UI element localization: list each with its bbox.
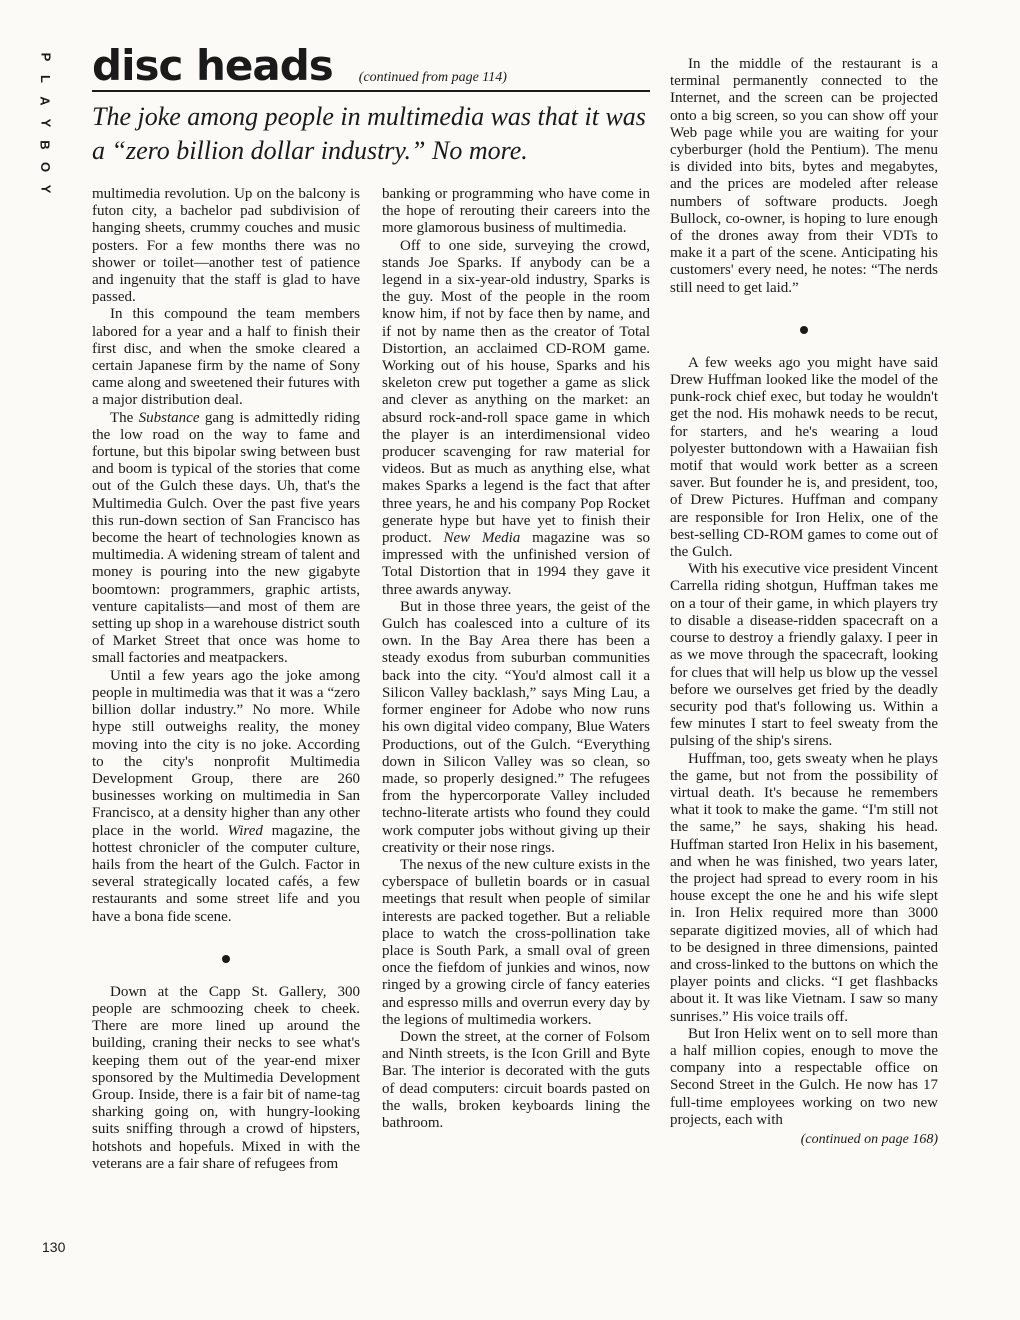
text-run: gang is admittedly riding the low road on the way to fame and fortune, but this bipolar swing between bust and boom is typical of the stories that come out of the Gulch these days. Uh, that's the Multimedia Gulch. Over the past five years this run-down section of San Francisco has become the heart of technologies known as multimedia. A widening stream of talent and money is pouring into the new gigabyte boomtown: programmers, graphic artists, venture capitalists—and most of them are setting up shop in a warehouse district south of Market Street that once was home to small factories and meatpackers. <box>92 409 360 667</box>
continued-on-note: (continued on page 168) <box>800 1131 938 1147</box>
text-run: Off to one side, surveying the crowd, stands Joe Sparks. If anybody can be a legend in a six-year-old industry, Sparks is the guy. Most of the people in the room know him, if not by face then by name, and if not by name then as the creator of Total Distortion, an acclaimed CD-ROM game. Working out of his house, Sparks and his skeleton crew put together a game as slick and clever as anything on the market: an absurd rock-and-roll space game in which the player is an interdimensional video producer scavenging for raw material for videos. But as much as anything else, what makes Sparks a legend is the fact that after three years, he and his company Pop Rocket generate hype but have yet to finish their product. <box>382 237 650 547</box>
paragraph <box>382 238 650 599</box>
section-break-bullet <box>670 319 938 337</box>
text-run: The <box>110 409 139 426</box>
sidebar-letter: A <box>37 96 53 106</box>
paragraph <box>92 410 360 668</box>
sidebar-letter: L <box>37 75 53 83</box>
italic-title: Wired <box>227 822 263 839</box>
department-header <box>92 41 650 92</box>
italic-title: New Media <box>443 530 521 547</box>
text-column-1 <box>92 186 360 1173</box>
paragraph: banking or programming who have come in the hope of rerouting their careers into the more glamorous business of multimedia. <box>382 186 650 237</box>
pull-quote: The joke among people in multimedia was that it was a “zero billion dollar industry.” No more. <box>92 102 646 165</box>
continued-from-note: (continued from page 114) <box>358 70 507 85</box>
magazine-name-vertical <box>30 46 54 200</box>
sidebar-letter: B <box>37 140 53 150</box>
sidebar-letter: Y <box>37 184 53 194</box>
paragraph: Down the street, at the corner of Folsom and Ninth streets, is the Icon Grill and Byte Bar. The interior is decorated with the guts of dead computers: circuit boards pasted on the walls, broken keyboards lining the bathroom. <box>382 1028 650 1131</box>
text-run: magazine, the hottest chronicler of the computer culture, hails from the heart of the Gulch. Factor in several strategically located cafés, a few restaurants and some street life and you have a bona fide scene. <box>92 822 360 925</box>
paragraph: With his executive vice president Vincent Carrella riding shotgun, Huffman takes me on a tour of their game, in which players try to disable a disease-ridden spacecraft on a course to destroy a friendly galaxy. I peer in as we move through the spacecraft, looking for clues that will help us blow up the vessel before we ourselves get fried by the deadly security pod that's following us. Within a few minutes I start to feel sweaty from the pulsing of the ship's sirens. <box>670 561 938 750</box>
paragraph: In this compound the team members labored for a year and a half to finish their first disc, and when the smoke cleared a certain Japanese firm by the name of Sony came along and sweetened their futures with a major distribution deal. <box>92 306 360 409</box>
sidebar-letter: P <box>37 52 53 62</box>
section-break-bullet <box>92 948 360 966</box>
paragraph: Huffman, too, gets sweaty when he plays the game, but not from the possibility of virtual death. It's because he remembers what it took to make the game. “I'm still not the same,” he says, shaking his head. Huffman started Iron Helix in his basement, and when he was finished, two years later, the project had spread to every room in his house except the one he and his wife slept in. Iron Helix required more than 3000 separate digitized movies, all of which had to be designed in three dimensions, painted and cross-linked to the buttons on which the player points and clicks. “I get flashbacks about it. It was like Vietnam. I saw so many sunrises.” His voice trails off. <box>670 750 938 1025</box>
paragraph: The nexus of the new culture exists in the cyberspace of bulletin boards or in casual meetings that result when people of similar interests are packed together. But a reliable place to watch the cross-pollination take place is South Park, a small oval of green once the fiefdom of junkies and winos, now ringed by a growing circle of fancy eateries and espresso mills and overrun every day by the legions of multimedia workers. <box>382 856 650 1028</box>
italic-title: Substance <box>138 409 200 426</box>
sidebar-letter: Y <box>37 118 53 128</box>
text-column-2 <box>382 186 650 1132</box>
paragraph: But in those three years, the geist of the Gulch has coalesced into a culture of its own. In the Bay Area there has been a steady exodus from suburban communities back into the city. “You'd almost call it a Silicon Valley backlash,” says Ming Lau, a former engineer for Adobe who now runs his own digital video company, Blue Waters Productions, out of the Gulch. “Everything down in Silicon Valley was so clean, so made, so properly designed.” The refugees from the hypercorporate Valley included techno-literate artists who found they could work computer jobs without giving up their creativity or their nose rings. <box>382 598 650 856</box>
page-number: 130 <box>42 1239 66 1255</box>
paragraph: But Iron Helix went on to sell more than a half million copies, enough to move the company into a respectable office on Second Street in the Gulch. He now has 17 full-time employees working on two new projects, each with <box>670 1025 938 1128</box>
text-run: magazine was so impressed with the unfinished version of Total Distortion that in 1994 they gave it three awards anyway. <box>382 530 650 598</box>
paragraph <box>92 668 360 926</box>
paragraph: In the middle of the restaurant is a terminal permanently connected to the Internet, and the screen can be projected onto a big screen, so you can show off your Web page while you are waiting for your cyberburger (hold the Pentium). The menu is divided into bits, bytes and megabytes, and the prices are modeled after release numbers of software products. Joegh Bullock, co-owner, is hoping to lure enough of the drones away from their VDTs to make it a part of the scene. Anticipating his customers' every need, he notes: “The nerds still need to get laid.” <box>670 56 938 296</box>
paragraph: multimedia revolution. Up on the balcony is futon city, a bachelor pad subdivision of hanging sheets, crummy couches and music posters. For a few months there was no shower or toilet—another test of patience and ingenuity that the staff is glad to have passed. <box>92 186 360 306</box>
paragraph: Down at the Capp St. Gallery, 300 people are schmoozing cheek to cheek. There are more lined up around the building, craning their necks to see what's keeping them out of the year-end mixer sponsored by the Multimedia Development Group. Inside, there is a fair bit of name-tag sharking going on, with hungry-looking suits sniffing through a crowd of hipsters, hotshots and hopefuls. Mixed in with the veterans are a fair share of refugees from <box>92 983 360 1172</box>
text-run: Until a few years ago the joke among people in multimedia was that it was a “zero billion dollar industry.” No more. While hype still outweighs reality, the money moving into the city is no joke. According to the city's nonprofit Multimedia Development Group, there are 260 businesses working on multimedia in San Francisco, at a density higher than any other place in the world. <box>92 667 360 839</box>
text-column-3 <box>670 56 938 1148</box>
sidebar-letter: O <box>38 161 53 173</box>
paragraph: A few weeks ago you might have said Drew Huffman looked like the model of the punk-rock chief exec, but today he wouldn't get the nod. His mohawk needs to be recut, for starters, and he's wearing a loud polyester buttondown with a Hawaiian fish motif that would work better as a screen saver. But founder he is, and president, too, of Drew Pictures. Huffman and company are responsible for Iron Helix, one of the best-selling CD-ROM games to come out of the Gulch. <box>670 354 938 561</box>
department-title: disc heads <box>92 41 333 90</box>
